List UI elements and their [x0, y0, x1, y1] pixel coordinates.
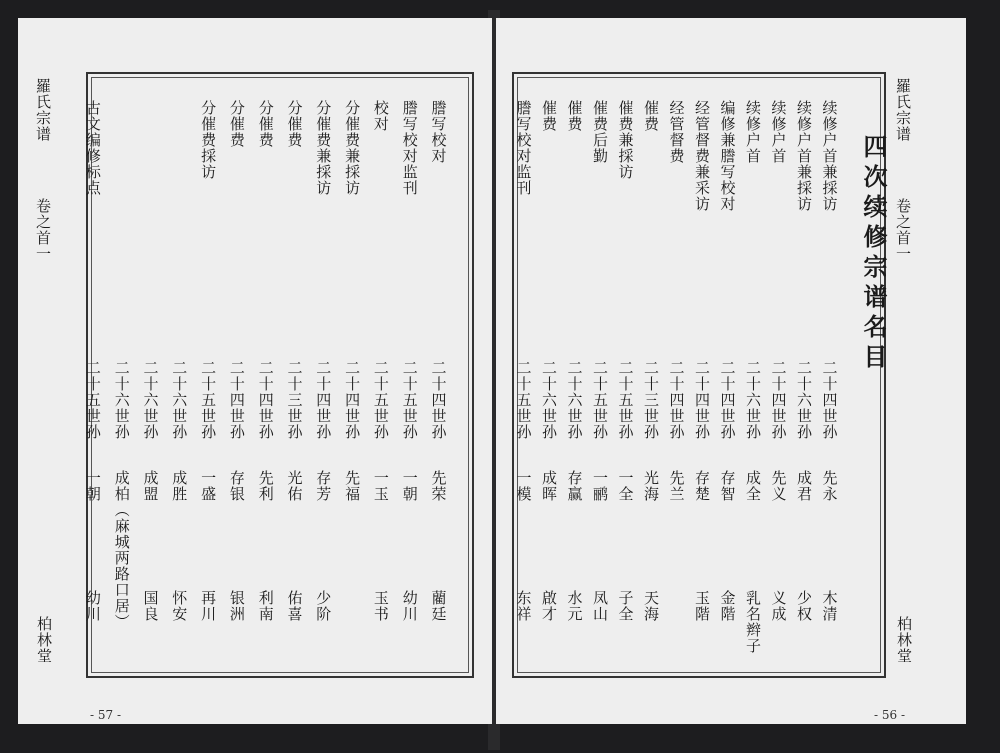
- generation-text: 二十三世孙: [285, 360, 304, 440]
- generation-text: 二十五世孙: [616, 360, 635, 440]
- generation-text: 二十四世孙: [820, 360, 839, 440]
- member-name: 存芳: [314, 470, 333, 502]
- role-text: 古文编修标点: [83, 100, 102, 196]
- role-text: 催费: [540, 100, 558, 132]
- role-text: 分催费採访: [199, 100, 218, 180]
- member-name: 成君: [795, 470, 813, 502]
- member-name: 先兰: [667, 470, 686, 502]
- member-name: 一鹂: [591, 470, 609, 502]
- member-name: 先荣: [429, 470, 448, 502]
- courtesy-name: 木清: [820, 590, 839, 622]
- courtesy-name: 国良: [141, 590, 160, 622]
- generation-text: 二十四世孙: [227, 360, 246, 440]
- role-text: 謄写校对监刊: [400, 100, 419, 196]
- role-text: 催费后勤: [591, 100, 609, 164]
- courtesy-name: 利南: [256, 590, 275, 622]
- courtesy-name: 金階: [718, 590, 737, 622]
- courtesy-name: 幼川: [400, 590, 419, 622]
- generation-text: 二十六世孙: [170, 360, 189, 440]
- courtesy-name: 子全: [616, 590, 635, 622]
- generation-text: 二十四世孙: [429, 360, 448, 440]
- member-name: 先利: [256, 470, 275, 502]
- member-name: 成全: [744, 470, 762, 502]
- courtesy-name: 佑喜: [285, 590, 304, 622]
- volume-label: 卷之首一: [894, 198, 912, 262]
- member-name: 存赢: [565, 470, 584, 502]
- member-name: 一模: [514, 470, 533, 502]
- name-list-frame-left: [83, 72, 474, 678]
- role-text: 续修户首兼採访: [820, 100, 839, 212]
- member-name: 成柏（麻城两路口居）: [112, 470, 131, 630]
- generation-text: 二十五世孙: [591, 360, 609, 440]
- generation-text: 二十三世孙: [642, 360, 660, 440]
- page-title: 四次续修宗谱名目: [859, 134, 888, 374]
- member-name: 一全: [616, 470, 635, 502]
- courtesy-name: 幼川: [83, 590, 102, 622]
- member-name: 成晖: [540, 470, 558, 502]
- courtesy-name: 藺廷: [429, 590, 448, 622]
- courtesy-name: 天海: [642, 590, 660, 622]
- role-text: 謄写校对监刊: [514, 100, 533, 196]
- generation-text: 二十四世孙: [314, 360, 333, 440]
- book-title: 羅氏宗谱: [894, 78, 912, 142]
- member-name: 先永: [820, 470, 839, 502]
- courtesy-name: 怀安: [170, 590, 189, 622]
- hall-name: 柏林堂: [895, 616, 913, 664]
- generation-text: 二十六世孙: [565, 360, 584, 440]
- member-name: 存楚: [693, 470, 711, 502]
- generation-text: 二十五世孙: [400, 360, 419, 440]
- courtesy-name: 水元: [565, 590, 584, 622]
- generation-text: 二十五世孙: [371, 360, 390, 440]
- page-57: [18, 18, 492, 724]
- generation-text: 二十四世孙: [769, 360, 788, 440]
- role-text: 编修兼謄写校对: [718, 100, 737, 212]
- page-number-56: - 56 -: [874, 708, 906, 722]
- name-list-frame-right: [512, 72, 886, 678]
- book-title: 羅氏宗谱: [34, 78, 52, 142]
- courtesy-name: 凤山: [591, 590, 609, 622]
- generation-text: 二十四世孙: [667, 360, 686, 440]
- member-name: 光佑: [285, 470, 304, 502]
- hall-name: 柏林堂: [35, 616, 53, 664]
- courtesy-name: 乳名辫子: [744, 590, 762, 654]
- member-name: 成盟: [141, 470, 160, 502]
- member-name: 一玉: [371, 470, 390, 502]
- generation-text: 二十四世孙: [693, 360, 711, 440]
- generation-text: 二十六世孙: [141, 360, 160, 440]
- member-name: 光海: [642, 470, 660, 502]
- left-margin-header: [34, 78, 51, 262]
- role-text: 经管督费: [667, 100, 686, 164]
- role-text: 謄写校对: [429, 100, 448, 164]
- role-text: 催费: [565, 100, 584, 132]
- member-name: 一盛: [199, 470, 218, 502]
- generation-text: 二十六世孙: [112, 360, 131, 440]
- generation-text: 二十四世孙: [256, 360, 275, 440]
- member-name: 成胜: [170, 470, 189, 502]
- member-name: 存智: [718, 470, 737, 502]
- role-text: 分催费: [285, 100, 304, 148]
- role-text: 经管督费兼采访: [693, 100, 711, 212]
- generation-text: 二十五世孙: [83, 360, 102, 440]
- role-text: 分催费: [227, 100, 246, 148]
- generation-text: 二十六世孙: [744, 360, 762, 440]
- role-text: 分催费兼採访: [314, 100, 333, 196]
- volume-label: 卷之首一: [34, 198, 52, 262]
- page-number-57: - 57 -: [90, 708, 122, 722]
- generation-text: 二十五世孙: [199, 360, 218, 440]
- courtesy-name: 少权: [795, 590, 813, 622]
- courtesy-name: 少阶: [314, 590, 333, 622]
- courtesy-name: 玉书: [371, 590, 390, 622]
- member-name: 先义: [769, 470, 788, 502]
- role-text: 催费兼採访: [616, 100, 635, 180]
- generation-text: 二十六世孙: [540, 360, 558, 440]
- courtesy-name: 玉階: [693, 590, 711, 622]
- role-text: 校对: [371, 100, 390, 132]
- courtesy-name: 东祥: [514, 590, 533, 622]
- generation-text: 二十六世孙: [795, 360, 813, 440]
- page-56: [496, 18, 966, 724]
- member-name: 存银: [227, 470, 246, 502]
- member-name: 先福: [343, 470, 362, 502]
- generation-text: 二十四世孙: [343, 360, 362, 440]
- courtesy-name: 啟才: [540, 590, 558, 622]
- role-text: 分催费: [256, 100, 275, 148]
- role-text: 催费: [642, 100, 660, 132]
- role-text: 续修户首: [744, 100, 762, 164]
- member-name: 一朝: [400, 470, 419, 502]
- generation-text: 二十四世孙: [718, 360, 737, 440]
- generation-text: 二十五世孙: [514, 360, 533, 440]
- courtesy-name: 再川: [199, 590, 218, 622]
- member-name: 一朝: [83, 470, 102, 502]
- right-margin-header: [894, 78, 911, 262]
- courtesy-name: 义成: [769, 590, 788, 622]
- courtesy-name: 银洲: [227, 590, 246, 622]
- role-text: 续修户首: [769, 100, 788, 164]
- role-text: 分催费兼採访: [343, 100, 362, 196]
- role-text: 续修户首兼採访: [795, 100, 813, 212]
